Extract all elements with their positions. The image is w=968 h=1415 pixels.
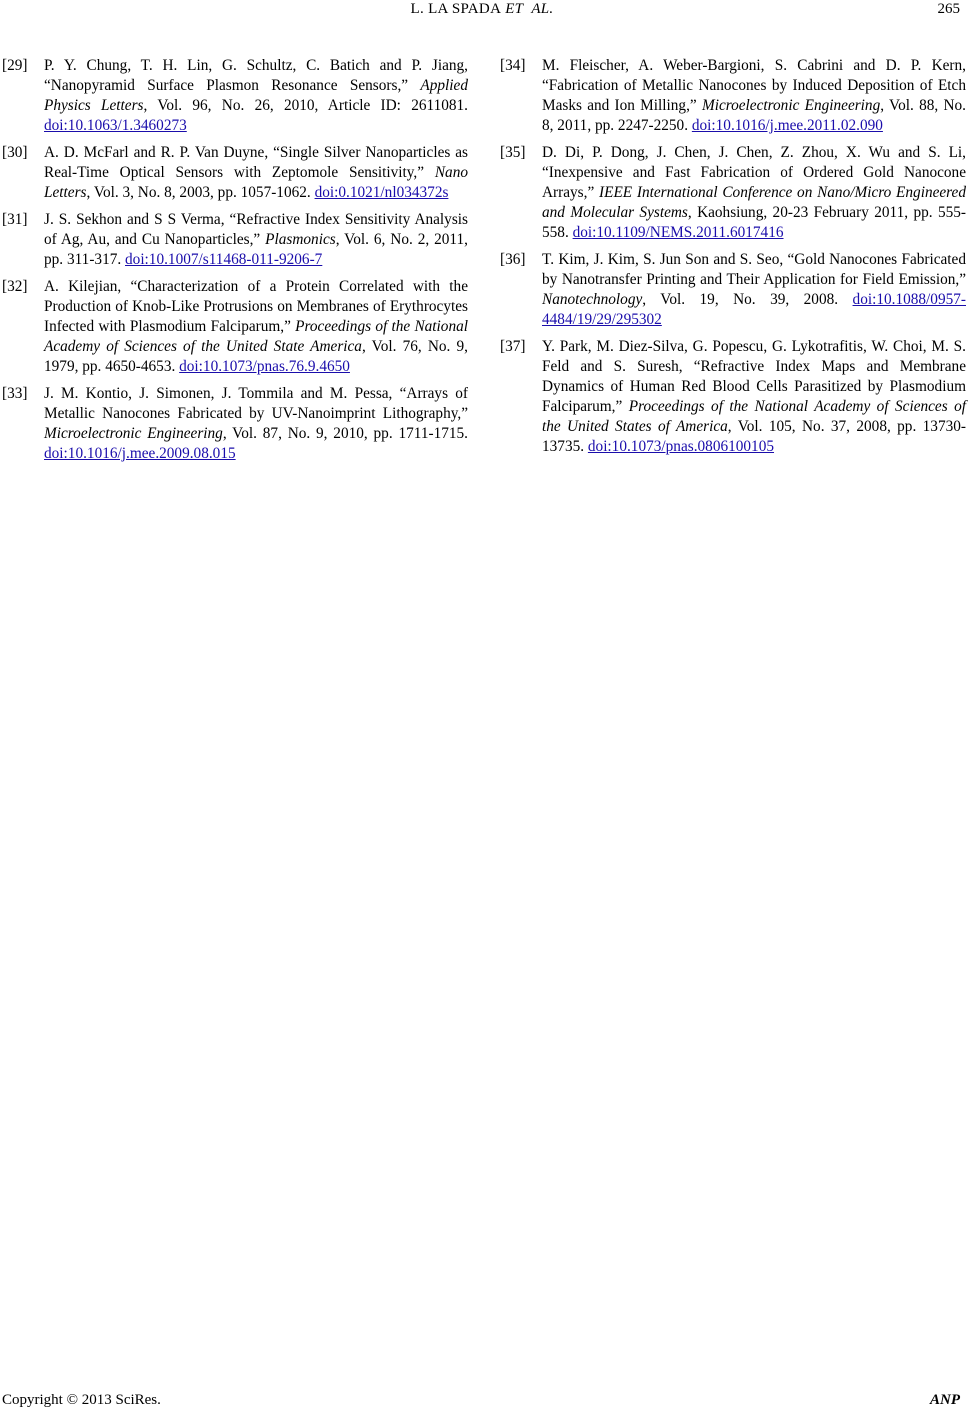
reference-number: [36]: [500, 251, 526, 268]
running-head-author: L. LA SPADA: [410, 1, 502, 17]
reference-authors-title: J. S. Sekhon and S S Verma, “Refractive Index Sensitivity Analysis of Ag, Au, and Cu Nanoparticles,”: [44, 211, 468, 248]
reference-number: [32]: [2, 278, 28, 295]
reference-doi-link[interactable]: doi:10.1016/j.mee.2009.08.015: [44, 445, 236, 462]
reference-authors-title: P. Y. Chung, T. H. Lin, G. Schultz, C. Batich and P. Jiang, “Nanopyramid Surface Plasmon Resonance Sensors,”: [44, 57, 468, 94]
reference-details: , Vol. 19, No. 39, 2008.: [642, 291, 853, 308]
references-right-column: [500, 56, 966, 464]
reference-number: [31]: [2, 211, 28, 228]
running-head-et: ET: [505, 1, 524, 17]
reference-journal: Plasmonics: [265, 231, 336, 248]
reference-details: , Vol. 88, No. 8, 2011, pp. 2247-2250.: [542, 97, 966, 134]
reference-authors-title: A. Kilejian, “Characterization of a Protein Correlated with the Production of Knob-Like Protrusions on Membranes of Erythrocytes Infected with Plasmodium Falciparum,”: [44, 278, 468, 335]
reference-details: , Vol. 105, No. 37, 2008, pp. 13730-13735.: [542, 418, 966, 455]
reference-number: [35]: [500, 144, 526, 161]
reference-entry: [500, 56, 966, 136]
reference-journal: Nano Letters: [44, 164, 468, 201]
reference-doi-link[interactable]: doi:10.1063/1.3460273: [44, 117, 187, 134]
reference-journal: Proceedings of the National Academy of Sciences of the United State America: [44, 318, 468, 355]
reference-authors-title: J. M. Kontio, J. Simonen, J. Tommila and M. Pessa, “Arrays of Metallic Nanocones Fabricated by UV-Nanoimprint Lithography,”: [44, 385, 468, 422]
reference-entry: [500, 250, 966, 330]
reference-entry: [2, 56, 468, 136]
reference-authors-title: M. Fleischer, A. Weber-Bargioni, S. Cabrini and D. P. Kern, “Fabrication of Metallic Nanocones by Induced Deposition of Etch Masks and Ion Milling,”: [542, 57, 966, 114]
reference-doi-link[interactable]: doi:0.1021/nl034372s: [314, 184, 449, 201]
reference-entry: [2, 277, 468, 377]
running-head: [0, 1, 968, 18]
reference-entry: [500, 143, 966, 243]
reference-journal: Proceedings of the National Academy of Sciences of the United States of America: [542, 398, 967, 435]
reference-authors-title: D. Di, P. Dong, J. Chen, J. Chen, Z. Zhou, X. Wu and S. Li, “Inexpensive and Fast Fabrication of Ordered Gold Nanocone Arrays,”: [542, 144, 966, 201]
page-footer: [0, 1392, 968, 1414]
reference-doi-link[interactable]: doi:10.1109/NEMS.2011.6017416: [572, 224, 784, 241]
reference-journal: Applied Physics Letters: [44, 77, 468, 114]
reference-journal: Microelectronic Engineering: [701, 97, 881, 114]
reference-details: , Vol. 6, No. 2, 2011, pp. 311-317.: [44, 231, 468, 268]
reference-entry: [2, 210, 468, 270]
reference-number: [33]: [2, 385, 28, 402]
copyright-notice: Copyright © 2013 SciRes.: [2, 1392, 161, 1408]
reference-journal: Microelectronic Engineering: [44, 425, 223, 442]
reference-number: [29]: [2, 57, 28, 74]
journal-abbreviation: ANP: [930, 1392, 960, 1408]
reference-number: [37]: [500, 338, 526, 355]
reference-doi-link[interactable]: doi:10.1016/j.mee.2011.02.090: [691, 117, 883, 134]
reference-authors-title: A. D. McFarl and R. P. Van Duyne, “Single Silver Nanoparticles as Real-Time Optical Sensors with Zeptomole Sensitivity,”: [44, 144, 468, 181]
reference-doi-link[interactable]: doi:10.1088/0957-4484/19/29/295302: [542, 291, 966, 328]
reference-authors-title: Y. Park, M. Diez-Silva, G. Popescu, G. Lykotrafitis, W. Choi, M. S. Feld and S. Suresh, “Refractive Index Maps and Membrane Dynamics of Human Red Blood Cells Parasitized by Plasmodium Falciparum,”: [542, 338, 966, 415]
reference-number: [30]: [2, 144, 28, 161]
references-left-column: [2, 56, 468, 471]
page-header: [0, 0, 968, 24]
reference-details: , Vol. 76, No. 9, 1979, pp. 4650-4653.: [44, 338, 468, 375]
reference-doi-link[interactable]: doi:10.1073/pnas.76.9.4650: [179, 358, 350, 375]
reference-details: , Vol. 87, No. 9, 2010, pp. 1711-1715.: [222, 425, 468, 442]
reference-authors-title: T. Kim, J. Kim, S. Jun Son and S. Seo, “Gold Nanocones Fabricated by Nanotransfer Printing and Their Application for Field Emission,”: [542, 251, 966, 288]
reference-journal: IEEE International Conference on Nano/Micro Engineered and Molecular Systems: [542, 184, 966, 221]
page-number: 265: [937, 1, 960, 17]
reference-entry: [2, 143, 468, 203]
reference-details: , Vol. 96, No. 26, 2010, Article ID: 2611081.: [143, 97, 468, 114]
reference-number: [34]: [500, 57, 526, 74]
reference-journal: Nanotechnology: [542, 291, 643, 308]
reference-details: , Vol. 3, No. 8, 2003, pp. 1057-1062.: [86, 184, 315, 201]
reference-entry: [2, 384, 468, 464]
running-head-al: AL.: [531, 1, 554, 17]
reference-doi-link[interactable]: doi:10.1073/pnas.0806100105: [587, 438, 775, 455]
reference-details: , Kaohsiung, 20-23 February 2011, pp. 555-558.: [542, 204, 966, 241]
reference-entry: [500, 337, 966, 457]
reference-doi-link[interactable]: doi:10.1007/s11468-011-9206-7: [125, 251, 323, 268]
